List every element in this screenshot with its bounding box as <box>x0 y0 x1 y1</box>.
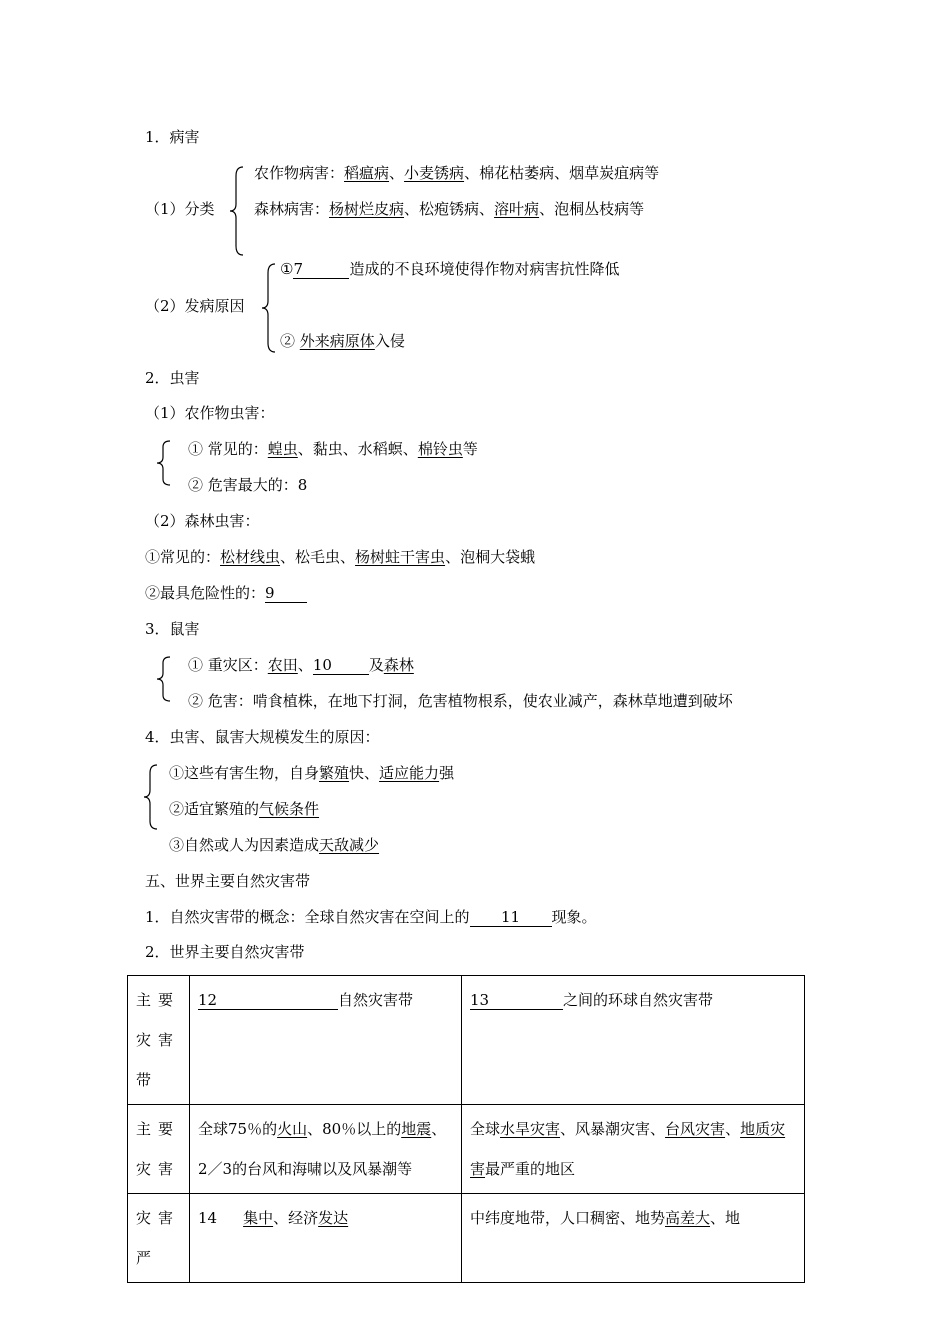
disaster-belt-table <box>127 975 805 1283</box>
disease-heading: 1．病害 <box>145 128 200 146</box>
cause-brace <box>261 263 277 353</box>
cause-1-item: 繁殖 <box>319 764 350 782</box>
table-row <box>128 1194 805 1283</box>
cell-underlined: 发达 <box>318 1209 349 1227</box>
forest-disease-line <box>254 199 644 219</box>
rodents-zone-prefix: ① 重灾区： <box>188 656 268 674</box>
forest-pest-item: 松材线虫 <box>220 548 281 566</box>
forest-pests-danger-prefix: ②最具危险性的： <box>145 584 266 602</box>
fill-blank-7: 7 <box>293 261 349 279</box>
separator: 、 <box>297 656 313 674</box>
rodents-zone-item: 农田 <box>267 656 298 674</box>
fill-blank-13: 13 <box>470 992 563 1010</box>
crop-disease-item: 小麦锈病 <box>404 164 465 182</box>
forest-disease-mid: 、松疱锈病、 <box>404 200 495 218</box>
table-cell <box>190 976 462 1105</box>
forest-pests-danger <box>145 583 307 603</box>
cell-underlined: 水旱灾害 <box>500 1120 561 1138</box>
cause-2-item: 气候条件 <box>259 800 320 818</box>
fill-blank-11: 11 <box>470 909 552 927</box>
cell-text: 、风暴潮灾害、 <box>560 1120 666 1138</box>
forest-pests-common <box>145 547 535 567</box>
forest-pests-common-prefix: ①常见的： <box>145 548 221 566</box>
cell-underlined: 台风灾害 <box>665 1120 726 1138</box>
crop-pests-worst-prefix: ② 危害最大的： <box>188 476 298 494</box>
forest-disease-item: 杨树烂皮病 <box>329 200 405 218</box>
causes-brace <box>143 764 159 830</box>
causes-heading: 4．虫害、鼠害大规模发生的原因： <box>145 728 380 746</box>
rodents-harm: ② 危害：啃食植株，在地下打洞，危害植物根系，使农业减产，森林草地遭到破坏 <box>188 692 733 710</box>
cell-text: 中纬度地带，人口稠密、地势 <box>470 1209 666 1227</box>
fill-blank-9: 9 <box>265 585 307 603</box>
crop-disease-item: 稻瘟病 <box>344 164 390 182</box>
row-header: 主要灾害带 <box>128 976 190 1105</box>
table-cell <box>462 976 805 1105</box>
crop-pests-label: （1）农作物虫害： <box>145 404 275 422</box>
table-cell <box>462 1105 805 1194</box>
table-cell <box>190 1194 462 1283</box>
forest-pests-common-mid: 、松毛虫、 <box>280 548 356 566</box>
cell-text: 、经济 <box>273 1209 319 1227</box>
row-header: 灾害严 <box>128 1194 190 1283</box>
concept-line <box>145 907 597 927</box>
crop-pests-common-prefix: ① 常见的： <box>188 440 268 458</box>
cause-1-suffix: 强 <box>439 764 455 782</box>
forest-disease-prefix: 森林病害： <box>254 200 330 218</box>
forest-pest-item: 杨树蛀干害虫 <box>355 548 446 566</box>
circled-number: ② <box>280 332 296 350</box>
cell-text: 全球75％的 <box>198 1120 278 1138</box>
cell-underlined: 火山 <box>277 1120 308 1138</box>
rodents-heading: 3．鼠害 <box>145 620 200 638</box>
cause-line-1-text: 造成的不良环境使得作物对病害抗性降低 <box>349 260 620 278</box>
cell-underlined: 高差大 <box>665 1209 711 1227</box>
crop-disease-prefix: 农作物病害： <box>254 164 345 182</box>
table-row <box>128 1105 805 1194</box>
cell-text: 、80％以上的 <box>307 1120 402 1138</box>
cause-3 <box>169 835 379 855</box>
table-row <box>128 976 805 1105</box>
cause-1 <box>169 763 454 783</box>
classification-label: （1）分类 <box>145 200 215 218</box>
crop-pests-worst <box>188 475 307 495</box>
cell-text: 全球 <box>470 1120 501 1138</box>
fill-blank-8: 8 <box>297 476 308 494</box>
concept-prefix: 1．自然灾害带的概念：全球自然灾害在空间上的 <box>145 908 470 926</box>
row-header: 主要灾害 <box>128 1105 190 1194</box>
rodents-brace <box>156 656 172 702</box>
crop-disease-rest: 、棉花枯萎病、烟草炭疽病等 <box>464 164 660 182</box>
cell-text: 、 <box>725 1120 741 1138</box>
cause-line-1 <box>280 259 619 279</box>
table-cell <box>190 1105 462 1194</box>
cell-text: 之间的环球自然灾害带 <box>563 991 714 1009</box>
circled-number: ① <box>280 260 294 278</box>
crop-disease-line: 农作物病害：稻瘟病、小麦锈病、棉花枯萎病、烟草炭疽病等 <box>254 164 660 182</box>
crop-pests-common-suffix: 等 <box>462 440 478 458</box>
cell-underlined: 集中 <box>243 1209 274 1227</box>
crop-pest-item: 蝗虫 <box>267 440 298 458</box>
forest-pests-common-rest: 、泡桐大袋蛾 <box>445 548 536 566</box>
cell-text: 最严重的地区 <box>485 1160 576 1178</box>
forest-pests-label: （2）森林虫害： <box>145 512 260 530</box>
cell-underlined: 地质灾害 <box>470 1120 786 1178</box>
cause-3-prefix: ③自然或人为因素造成 <box>169 836 320 854</box>
crop-pests-brace <box>156 440 172 486</box>
cause-1-prefix: ①这些有害生物，自身 <box>169 764 320 782</box>
cell-underlined: 地震 <box>401 1120 432 1138</box>
fill-blank-14: 14 <box>198 1209 218 1227</box>
section5-subheading: 2．世界主要自然灾害带 <box>145 943 305 961</box>
cell-text: 、2／3的台风和海啸以及风暴潮等 <box>198 1120 447 1178</box>
pests-heading: 2．虫害 <box>145 369 200 387</box>
classification-brace <box>229 166 245 256</box>
cause-3-item: 天敌减少 <box>319 836 380 854</box>
concept-suffix: 现象。 <box>551 908 597 926</box>
cause-2 <box>169 799 319 819</box>
section5-heading: 五、世界主要自然灾害带 <box>145 872 311 890</box>
cause-line-2-text: 入侵 <box>374 332 405 350</box>
table-cell <box>462 1194 805 1283</box>
cell-text: 、地 <box>710 1209 741 1227</box>
cause-line-2-item: 外来病原体 <box>299 332 375 350</box>
forest-disease-rest: 、泡桐丛枝病等 <box>539 200 645 218</box>
rodents-zone-item: 森林 <box>383 656 414 674</box>
cause-line-2 <box>280 331 405 351</box>
cause-1-item: 适应能力 <box>379 764 440 782</box>
cause-2-prefix: ②适宜繁殖的 <box>169 800 260 818</box>
rodents-zone <box>188 655 414 675</box>
cell-text: 自然灾害带 <box>338 991 414 1009</box>
crop-pests-common <box>188 439 478 459</box>
forest-disease-item: 溶叶病 <box>494 200 540 218</box>
fill-blank-10: 10 <box>313 657 369 675</box>
fill-blank-12: 12 <box>198 992 338 1010</box>
crop-pest-item: 棉铃虫 <box>417 440 463 458</box>
crop-pests-common-mid: 、黏虫、水稻螟、 <box>297 440 418 458</box>
cause-1-mid: 快、 <box>349 764 380 782</box>
cause-label: （2）发病原因 <box>145 297 245 315</box>
conjunction: 及 <box>368 656 384 674</box>
